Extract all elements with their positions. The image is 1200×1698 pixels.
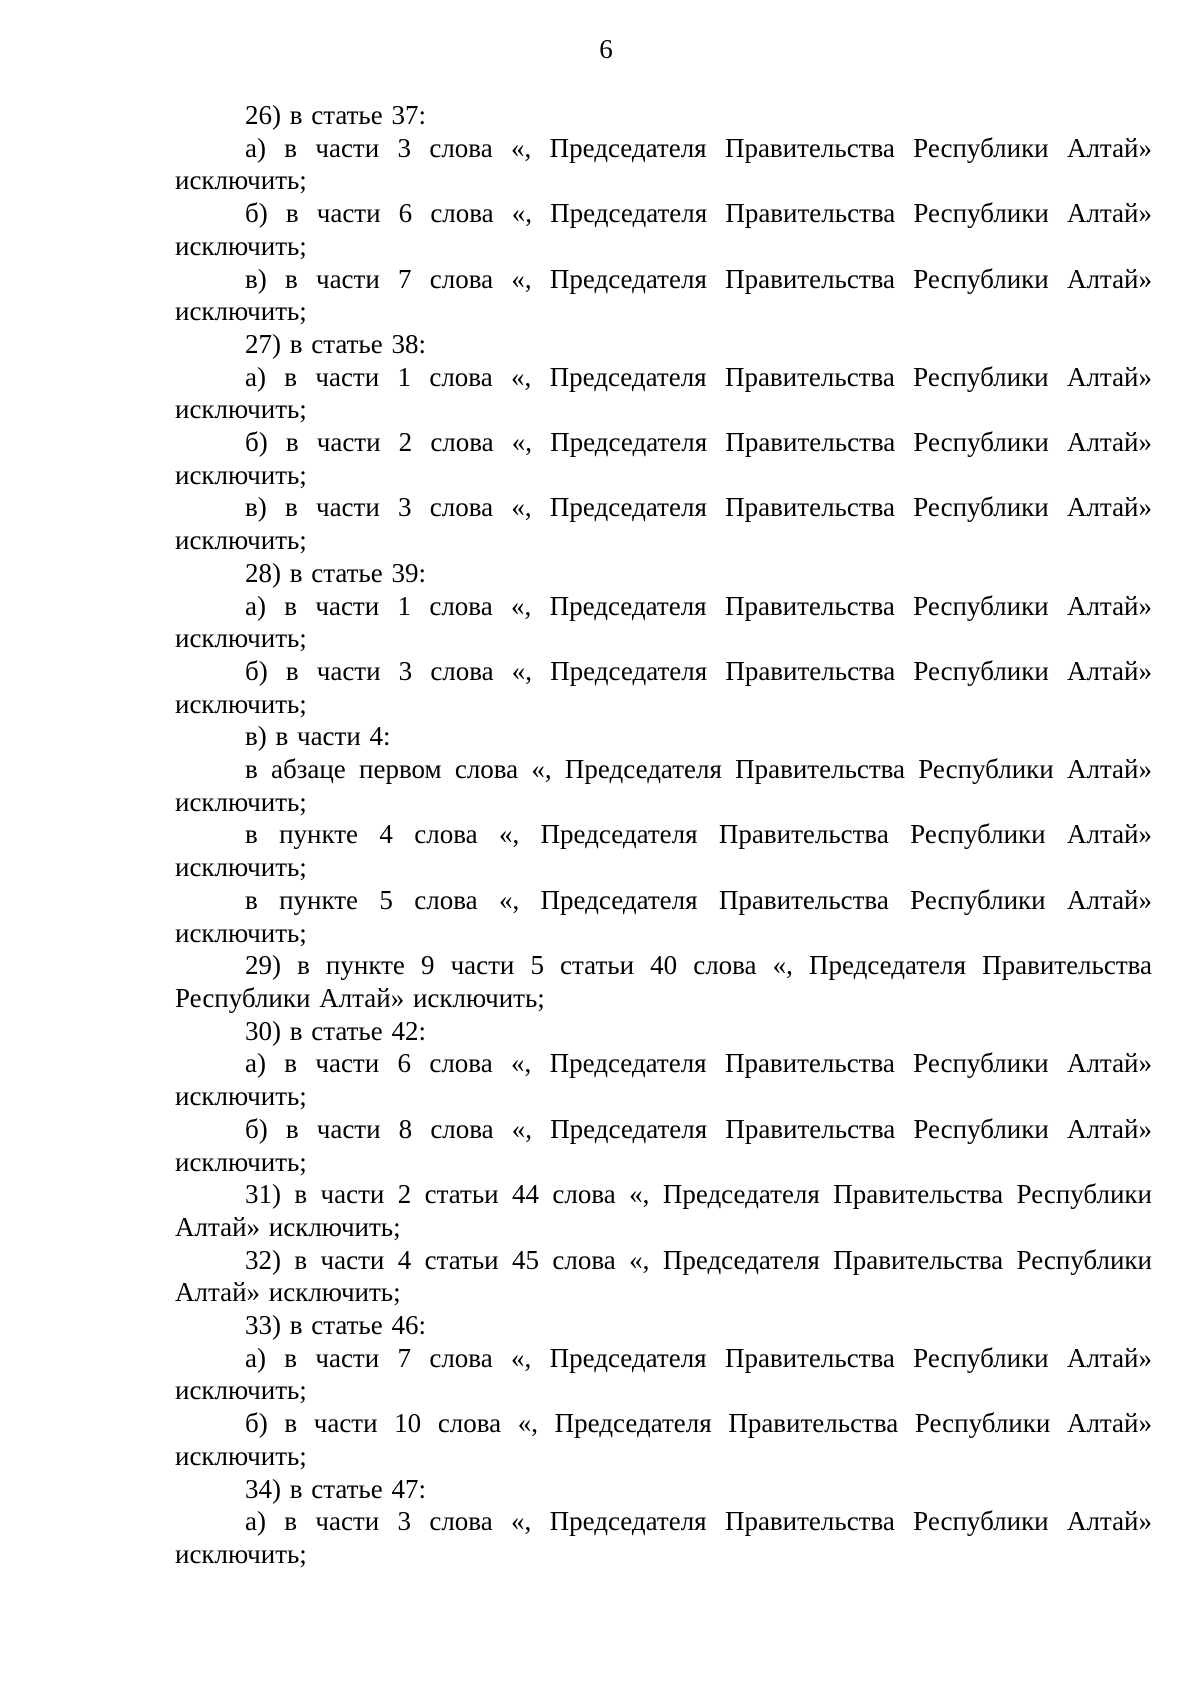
paragraph: а) в части 3 слова «, Председателя Правительства Республики Алтай» исключить; bbox=[175, 1506, 1152, 1569]
paragraph: в) в части 4: bbox=[245, 721, 391, 752]
paragraph: а) в части 6 слова «, Председателя Правительства Республики Алтай» исключить; bbox=[175, 1048, 1152, 1112]
paragraph: а) в части 1 слова «, Председателя Правительства Республики Алтай» исключить; bbox=[175, 590, 1152, 654]
paragraph: в пункте 5 слова «, Председателя Правительства Республики Алтай» исключить; bbox=[175, 884, 1152, 948]
paragraph: в) в части 7 слова «, Председателя Правительства Республики Алтай» исключить; bbox=[175, 263, 1152, 327]
paragraph: в абзаце первом слова «, Председателя Правительства Республики Алтай» исключить; bbox=[175, 754, 1152, 817]
paragraph: 31) в части 2 статьи 44 слова «, Председателя Правительства Республики Алтай» исключить; bbox=[175, 1179, 1152, 1242]
paragraph: б) в части 8 слова «, Председателя Правительства Республики Алтай» исключить; bbox=[175, 1113, 1152, 1177]
paragraph: 33) в статье 46: bbox=[245, 1310, 426, 1341]
paragraph: 26) в статье 37: bbox=[245, 100, 426, 130]
paragraph: 27) в статье 38: bbox=[245, 328, 426, 359]
document-body bbox=[175, 99, 1152, 1571]
paragraph: а) в части 7 слова «, Председателя Правительства Республики Алтай» исключить; bbox=[175, 1342, 1152, 1406]
paragraph: а) в части 3 слова «, Председателя Правительства Республики Алтай» исключить; bbox=[175, 132, 1152, 196]
paragraph: б) в части 6 слова «, Председателя Правительства Республики Алтай» исключить; bbox=[175, 198, 1152, 261]
paragraph: в пункте 4 слова «, Председателя Правительства Республики Алтай» исключить; bbox=[175, 819, 1152, 883]
paragraph: б) в части 3 слова «, Председателя Правительства Республики Алтай» исключить; bbox=[175, 655, 1152, 719]
paragraph: в) в части 3 слова «, Председателя Правительства Республики Алтай» исключить; bbox=[175, 492, 1152, 556]
paragraph: 28) в статье 39: bbox=[245, 557, 426, 588]
paragraph: 32) в части 4 статьи 45 слова «, Председателя Правительства Республики Алтай» исключить; bbox=[175, 1244, 1152, 1308]
page-number: 6 bbox=[599, 34, 613, 64]
paragraph: б) в части 10 слова «, Председателя Правительства Республики Алтай» исключить; bbox=[175, 1408, 1152, 1471]
paragraph: б) в части 2 слова «, Председателя Правительства Республики Алтай» исключить; bbox=[175, 427, 1152, 490]
paragraph: 30) в статье 42: bbox=[245, 1015, 426, 1046]
paragraph: а) в части 1 слова «, Председателя Правительства Республики Алтай» исключить; bbox=[175, 361, 1152, 425]
paragraph: 34) в статье 47: bbox=[245, 1473, 426, 1504]
paragraph: 29) в пункте 9 части 5 статьи 40 слова «, Председателя Правительства Республики Алтай» исключить; bbox=[175, 950, 1152, 1013]
